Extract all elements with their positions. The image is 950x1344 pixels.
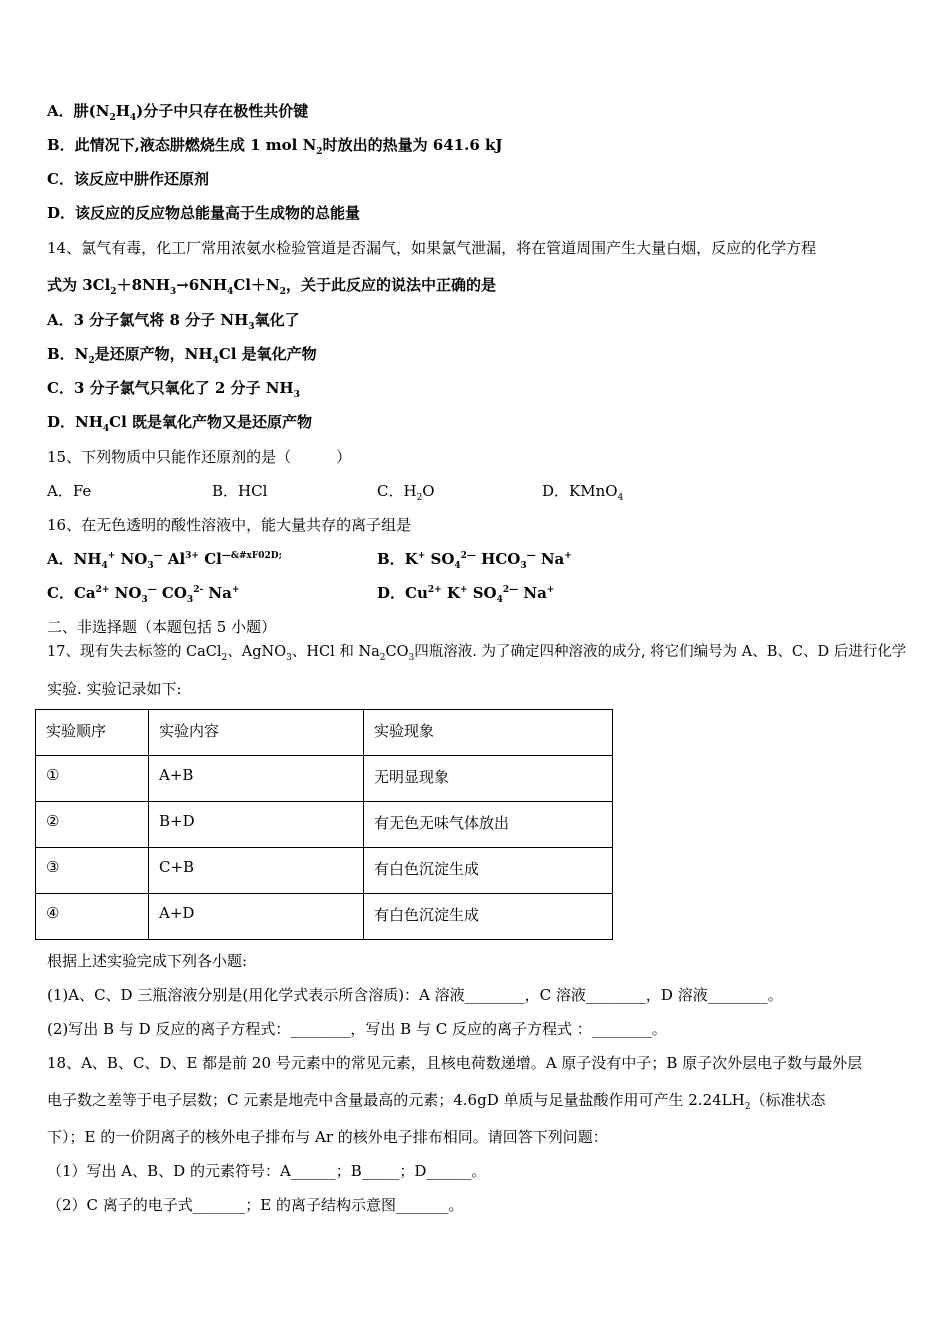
table-cell: B+D [149, 802, 364, 848]
q14-option-c: C．3 分子氯气只氧化了 2 分子 $NH_3$ [47, 379, 300, 400]
q18-stem-line1: 18、A、B、C、D、E 都是前 20 号元素中的常见元素，且核电荷数递增。A 原子没有中子；B 原子次外层电子数与最外层 [47, 1054, 863, 1072]
q17-sub2: (2)写出 B 与 D 反应的离子方程式：________，写出 B 与 C 反应的离子方程式 ：________。 [47, 1020, 667, 1038]
table-row [36, 894, 613, 940]
q14-stem-line2: 式为 $3Cl_2+8NH_3\to 6NH_4Cl+N_2$，关于此反应的说法中正确的是 [47, 276, 496, 297]
q16-option-b: B．K+ $SO_4^{2—}$ $HCO_3^—$ Na+ [377, 550, 572, 571]
table-cell: A+B [149, 756, 364, 802]
q18-stem-line2: 电子数之差等于电子层数；C 元素是地壳中含量最高的元素；4.6gD 单质与足量盐酸作用可产生 $2.24LH_2$（标准状态 [47, 1091, 826, 1112]
q18-sub2: （2）C 离子的电子式_______；E 的离子结构示意图_______。 [47, 1196, 464, 1214]
q18-sub1: （1）写出 A、B、D 的元素符号：A______；B_____；D______。 [47, 1162, 487, 1180]
table-cell: 有白色沉淀生成 [364, 848, 613, 894]
table-row [36, 756, 613, 802]
q14-option-d: D．$NH_4Cl$ 既是氧化产物又是还原产物 [47, 413, 313, 434]
table-cell: 无明显现象 [364, 756, 613, 802]
table-header-cell: 实验内容 [149, 710, 364, 756]
table-header-cell: 实验顺序 [36, 710, 149, 756]
q15-stem: 15、下列物质中只能作还原剂的是（ ） [47, 448, 352, 466]
q16-stem: 16、在无色透明的酸性溶液中，能大量共存的离子组是 [47, 516, 412, 534]
table-header-row [36, 710, 613, 756]
q15-option-b: B．HCl [212, 482, 268, 500]
experiment-table [35, 709, 613, 940]
q16-option-d: D．$Cu^{2+}$ K+ $SO_4^{2—}$ Na+ [377, 584, 555, 605]
table-cell: ③ [36, 848, 149, 894]
q13-option-d: D．该反应的反应物总能量高于生成物的总能量 [47, 204, 361, 222]
q13-option-c: C．该反应中肼作还原剂 [47, 170, 209, 188]
q13-option-a: A．肼$(N_2H_4)$分子中只存在极性共价键 [47, 102, 309, 123]
table-header-cell: 实验现象 [364, 710, 613, 756]
q16-option-a: A．$NH_4^+$ $NO_3^—$ $Al^{3+}$ $Cl^{—\&\#xF02D;}$ [47, 550, 282, 571]
table-cell: ④ [36, 894, 149, 940]
table-cell: A+D [149, 894, 364, 940]
table-cell: C+B [149, 848, 364, 894]
q14-option-b: B．$N_2$是还原产物，$NH_4Cl$ 是氧化产物 [47, 345, 317, 366]
q14-option-a: A．3 分子氯气将 8 分子 $NH_3$氧化了 [47, 311, 300, 332]
table-cell: 有无色无味气体放出 [364, 802, 613, 848]
q13-option-b: B．此情况下,液态肼燃烧生成 1 mol $N_2$时放出的热量为 641.6 kJ [47, 136, 503, 157]
section-heading: 二、非选择题（本题包括 5 小题） [47, 618, 277, 636]
q15-option-d: D．KMnO$_4$ [542, 482, 624, 503]
table-row [36, 848, 613, 894]
q16-option-c: C．$Ca^{2+}$ $NO_3^—$ $CO_3^{2-}$ Na+ [47, 584, 240, 605]
q17-stem-line2: 实验. 实验记录如下: [47, 680, 182, 698]
q15-option-c: C．$H_2O$ [377, 482, 435, 503]
q17-stem-line1: 17、现有失去标签的 CaCl$_2$、AgNO$_3$、HCl 和 $Na_2CO_3$四瓶溶液. 为了确定四种溶液的成分, 将它们编号为 A、B、C、D 后进行化学 [47, 644, 907, 663]
table-cell: 有白色沉淀生成 [364, 894, 613, 940]
table-cell: ① [36, 756, 149, 802]
table-row [36, 802, 613, 848]
q17-sub1: (1)A、C、D 三瓶溶液分别是(用化学式表示所含溶质)：A 溶液________，C 溶液________，D 溶液________。 [47, 986, 783, 1004]
q15-option-a: A．Fe [47, 482, 92, 500]
q18-stem-line3: 下）；E 的一价阴离子的核外电子排布与 Ar 的核外电子排布相同。请回答下列问题： [47, 1128, 608, 1146]
table-cell: ② [36, 802, 149, 848]
q17-after-table: 根据上述实验完成下列各小题: [47, 952, 248, 970]
q14-stem-line1: 14、氯气有毒，化工厂常用浓氨水检验管道是否漏气，如果氯气泄漏，将在管道周围产生大量白烟，反应的化学方程 [47, 239, 817, 257]
